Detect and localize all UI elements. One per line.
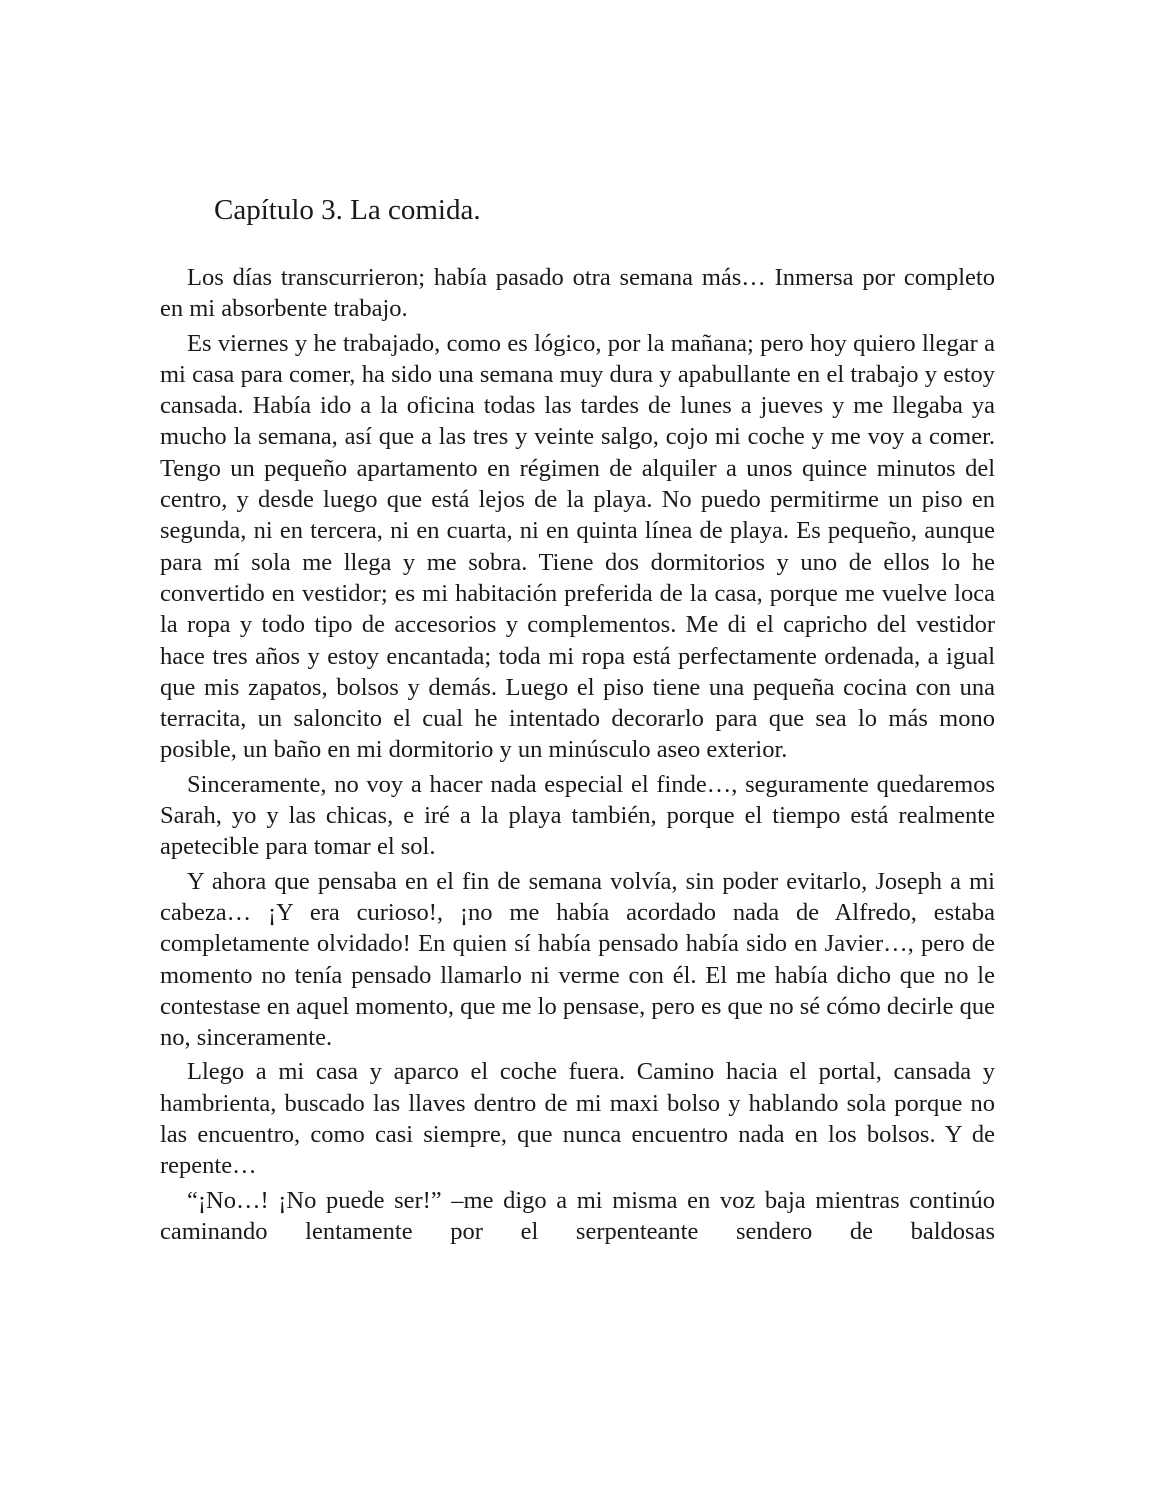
paragraph-5: Llego a mi casa y aparco el coche fuera. Camino hacia el portal, cansada y hambrienta, buscado las llaves dentro de mi maxi bolso y hablando sola porque no las encuentro, como casi siempre, que nunca encuentro nada en los bolsos. Y de repente…	[160, 1058, 995, 1180]
paragraph-2: Es viernes y he trabajado, como es lógico, por la mañana; pero hoy quiero llegar a mi casa para comer, ha sido una semana muy dura y apabullante en el trabajo y estoy cansada. Había ido a la oficina todas las tardes de lunes a jueves y me llegaba ya mucho la semana, así que a las tres y veinte salgo, cojo mi coche y me voy a comer. Tengo un pequeño apartamento en régimen de alquiler a unos quince minutos del centro, y desde luego que está lejos de la playa. No puedo permitirme un piso en segunda, ni en tercera, ni en cuarta, ni en quinta línea de playa. Es pequeño, aunque para mí sola me llega y me sobra. Tiene dos dormitorios y uno de ellos lo he convertido en vestidor; es mi habitación preferida de la casa, porque me vuelve loca la ropa y todo tipo de accesorios y complementos. Me di el capricho del vestidor hace tres años y estoy encantada; toda mi ropa está perfectamente ordenada, a igual que mis zapatos, bolsos y demás. Luego el piso tiene una pequeña cocina con una terracita, un saloncito el cual he intentado decorarlo para que sea lo más mono posible, un baño en mi dormitorio y un minúsculo aseo exterior.	[160, 329, 995, 764]
paragraph-1: Los días transcurrieron; había pasado otra semana más… Inmersa por completo en mi absorbente trabajo.	[160, 264, 995, 323]
paragraph-6: “¡No…! ¡No puede ser!” –me digo a mi misma en voz baja mientras continúo caminando lentamente por el serpenteante sendero de baldosas	[160, 1186, 995, 1245]
chapter-body	[160, 262, 995, 1250]
paragraph-3: Sinceramente, no voy a hacer nada especial el finde…, seguramente quedaremos Sarah, yo y las chicas, e iré a la playa también, porque el tiempo está realmente apetecible para tomar el sol.	[160, 770, 995, 861]
chapter-title: Capítulo 3. La comida.	[214, 194, 481, 226]
paragraph-4: Y ahora que pensaba en el fin de semana volvía, sin poder evitarlo, Joseph a mi cabeza… ¡Y era curioso!, ¡no me había acordado nada de Alfredo, estaba completamente olvidado! En quien sí había pensado había sido en Javier…, pero de momento no tenía pensado llamarlo ni verme con él. El me había dicho que no le contestase en aquel momento, que me lo pensase, pero es que no sé cómo decirle que no, sinceramente.	[160, 867, 995, 1052]
